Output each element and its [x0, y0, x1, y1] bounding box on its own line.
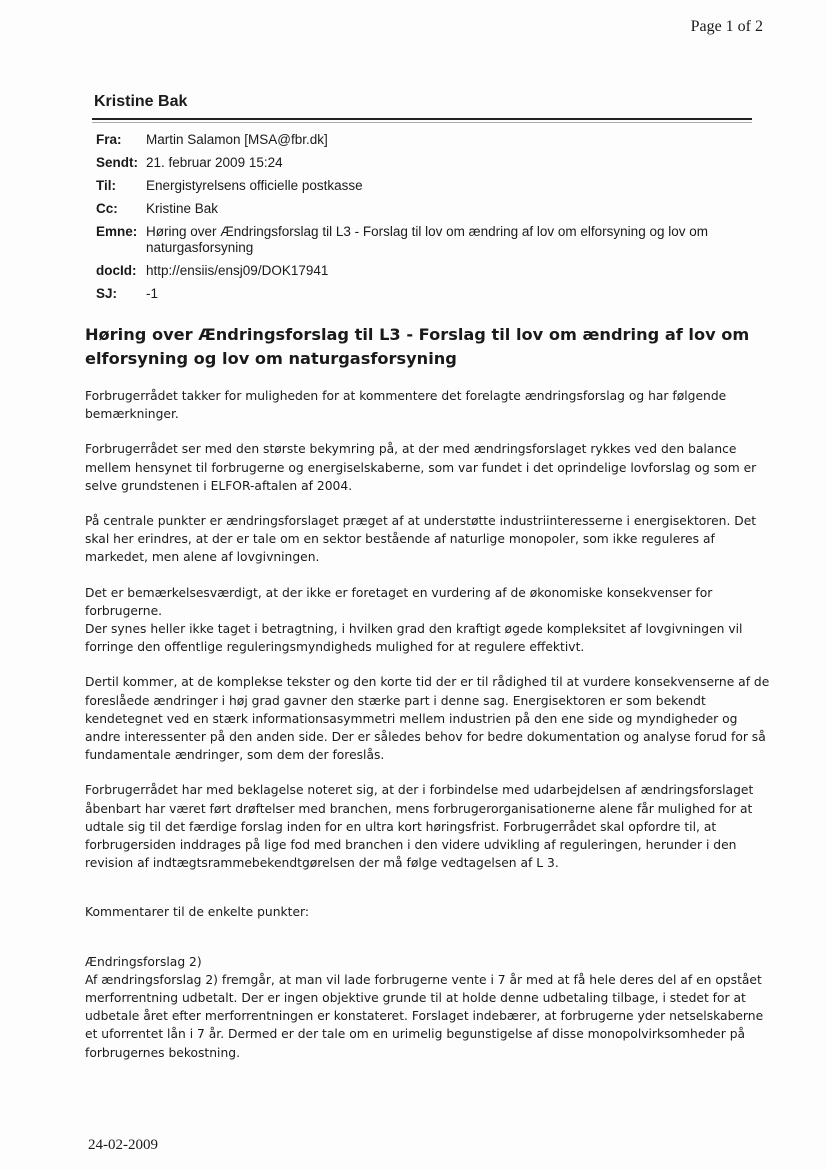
sj-value: -1 [146, 286, 159, 301]
from-label: Fra: [96, 132, 122, 147]
amendment-title: Ændringsforslag 2) [85, 954, 202, 969]
paragraph-7: Kommentarer til de enkelte punkter: [85, 905, 310, 920]
from-row [96, 132, 756, 148]
paragraph-5: Dertil kommer, at de komplekse tekster og den korte tid der er til rådighed til at vurdere konsekvenserne af de foreslåede ændringer i høj grad gavner den stærke part i denne sag. Energisektoren er som bekendt kendetegnet ved en stærk informationsasymmetri mellem industrien på den ene side og myndigheder og andre interessenter på den anden side. Der er således behov for bedre dokumentation og analyse forud for så fundamentale ændringer, som dem der foreslås. [85, 675, 770, 763]
from-value: Martin Salamon [MSA@fbr.dk] [146, 132, 328, 147]
paragraph-4 [85, 584, 775, 657]
footer-date: 24-02-2009 [88, 1137, 158, 1153]
cc-value: Kristine Bak [146, 201, 219, 216]
letter-heading: Høring over Ændringsforslag til L3 - Forslag til lov om ændring af lov om elforsyning og lov om naturgasforsyning [85, 325, 750, 368]
subject-label: Emne: [96, 224, 138, 239]
page-number: Page 1 of 2 [690, 18, 763, 35]
amendment-body: Af ændringsforslag 2) fremgår, at man vil lade forbrugerne vente i 7 år med at få hele deres del af en opstået merforrentning udbetalt. Der er ingen objektive grunde til at holde denne udbetaling tilbage, i stedet for at udbetale året efter merforrentningen er konstateret. Forslaget indebærer, at forbrugerne yder netselskaberne et uforrentet lån i 7 år. Dermed er der tale om en urimelig begunstigelse af disse monopolvirksomheder på forbrugernes bekostning. [85, 972, 764, 1060]
spacer [85, 939, 775, 953]
cc-label: Cc: [96, 201, 118, 216]
header-divider [92, 118, 752, 120]
paragraph-8 [85, 953, 775, 1062]
sj-row [96, 286, 756, 302]
header-divider-thin [92, 122, 752, 123]
subject-value: Høring over Ændringsforslag til L3 - Forslag til lov om ændring af lov om elforsyning og lov om naturgasforsyning [146, 224, 708, 255]
docid-label: docId: [96, 263, 137, 278]
paragraph-4b: Der synes heller ikke taget i betragtning, i hvilken grad den kraftigt øgede kompleksitet af lovgivningen vil forringe den offentlige reguleringsmyndigheds mulighed for at regulere effektivt. [85, 622, 743, 655]
sent-row [96, 155, 756, 171]
paragraph-3: På centrale punkter er ændringsforslaget præget af at understøtte industriinteresserne i energisektoren. Det skal her erindres, at der er tale om en sektor bestående af naturlige monopoler, som ikke reguleres af markedet, men alene af lovgivningen. [85, 514, 757, 565]
paragraph-4a: Det er bemærkelsesværdigt, at der ikke er foretaget en vurdering af de økonomiske konsekvenser for forbrugerne. [85, 585, 713, 618]
sender-name: Kristine Bak [94, 93, 188, 110]
letter-body [85, 323, 775, 1079]
spacer [85, 889, 775, 903]
docid-value: http://ensiis/ensj09/DOK17941 [146, 263, 329, 278]
sj-label: SJ: [96, 286, 118, 301]
to-label: Til: [96, 178, 116, 193]
cc-row [96, 201, 756, 217]
sent-label: Sendt: [96, 155, 138, 170]
email-header [96, 132, 756, 309]
paragraph-2: Forbrugerrådet ser med den største bekymring på, at der med ændringsforslaget rykkes ved den balance mellem hensynet til forbrugerne og energiselskaberne, som var fundet i det oprindelige lovforslag og som er selve grundstenen i ELFOR-aftalen af 2004. [85, 442, 757, 493]
sent-value: 21. februar 2009 15:24 [146, 155, 283, 170]
subject-row [96, 224, 756, 256]
docid-row [96, 263, 756, 279]
paragraph-1: Forbrugerrådet takker for muligheden for at kommentere det forelagte ændringsforslag og har følgende bemærkninger. [85, 389, 727, 422]
to-row [96, 178, 756, 194]
to-value: Energistyrelsens officielle postkasse [146, 178, 363, 193]
paragraph-6: Forbrugerrådet har med beklagelse noteret sig, at der i forbindelse med udarbejdelsen af ændringsforslaget åbenbart har været ført drøftelser med branchen, mens forbrugerorganisationerne alene får mulighed for at udtale sig til det færdige forslag inden for en ultra kort høringsfrist. Forbrugerrådet skal opfordre til, at forbrugersiden inddrages på lige fod med branchen i den videre udvikling af reguleringen, herunder i den revision af indtægtsrammebekendtgørelsen der må følge vedtagelsen af L 3. [85, 783, 754, 871]
